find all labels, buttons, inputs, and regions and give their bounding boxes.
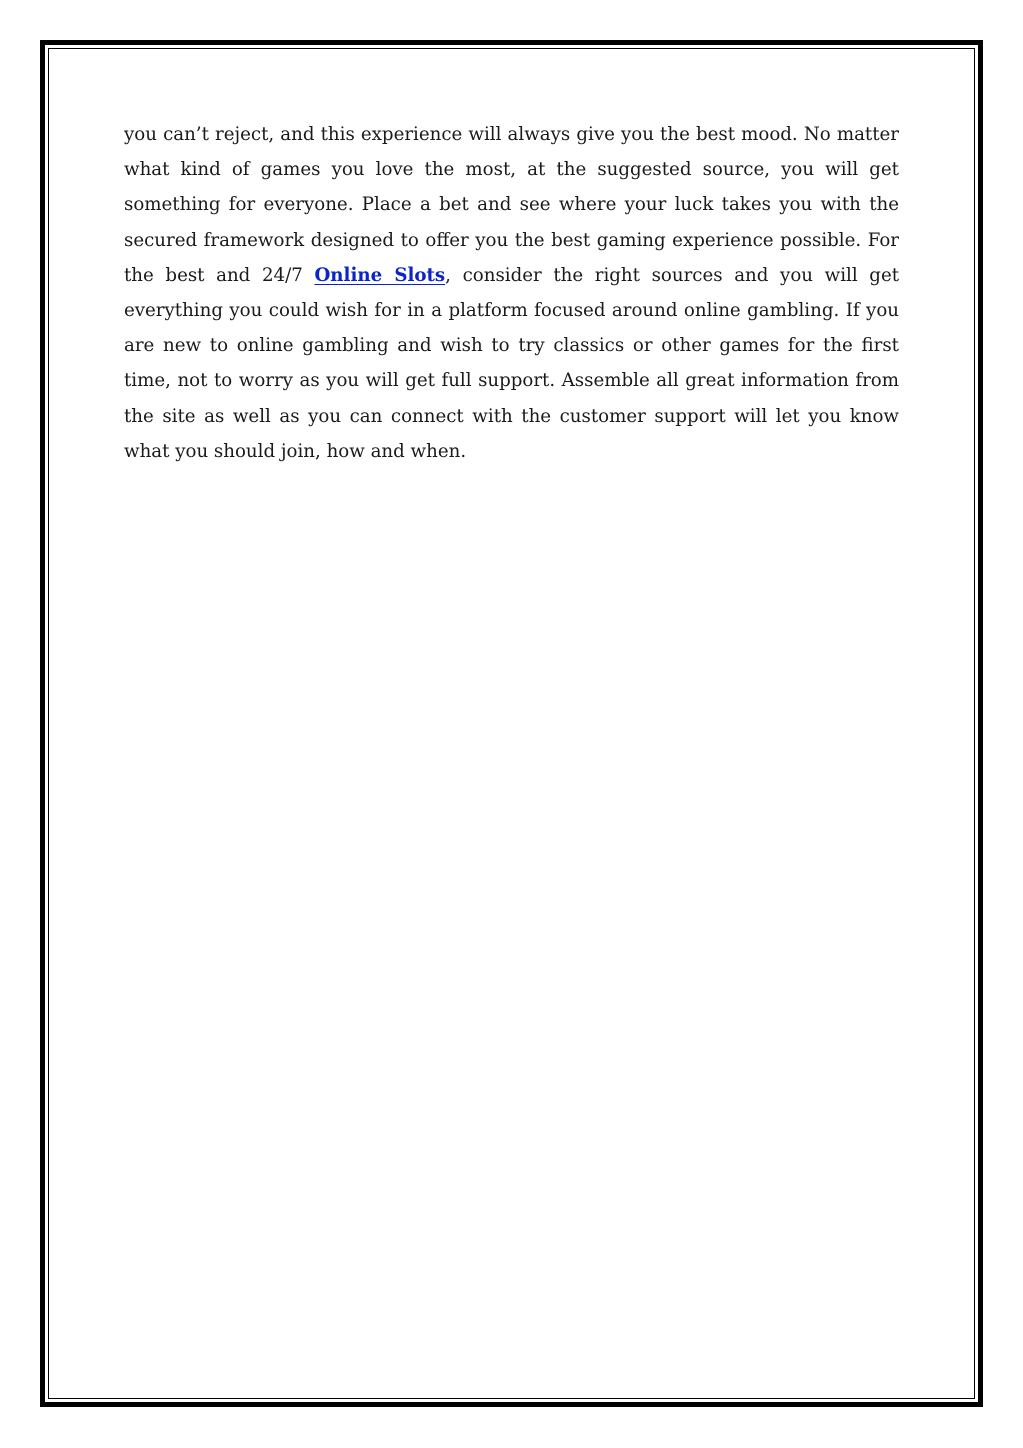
paragraph-text-after-link: , consider the right sources and you will get everything you could wish for in a platform focused around online gambling. If you are new to online gambling and wish to try classics or other games for the first time, not to worry as you will get full support. Assemble all great information from the site as well as you can connect with the customer support will let you know what you should join, how and when.	[124, 264, 900, 462]
body-paragraph	[124, 117, 899, 469]
online-slots-link[interactable]: Online Slots	[314, 264, 446, 286]
paragraph-text-before-link: you can’t reject, and this experience will always give you the best mood. No matter what kind of games you love the most, at the suggested source, you will get something for everyone. Place a bet and see where your luck takes you with the secured framework designed to offer you the best gaming experience possible. For the best and 24/7	[124, 124, 899, 286]
